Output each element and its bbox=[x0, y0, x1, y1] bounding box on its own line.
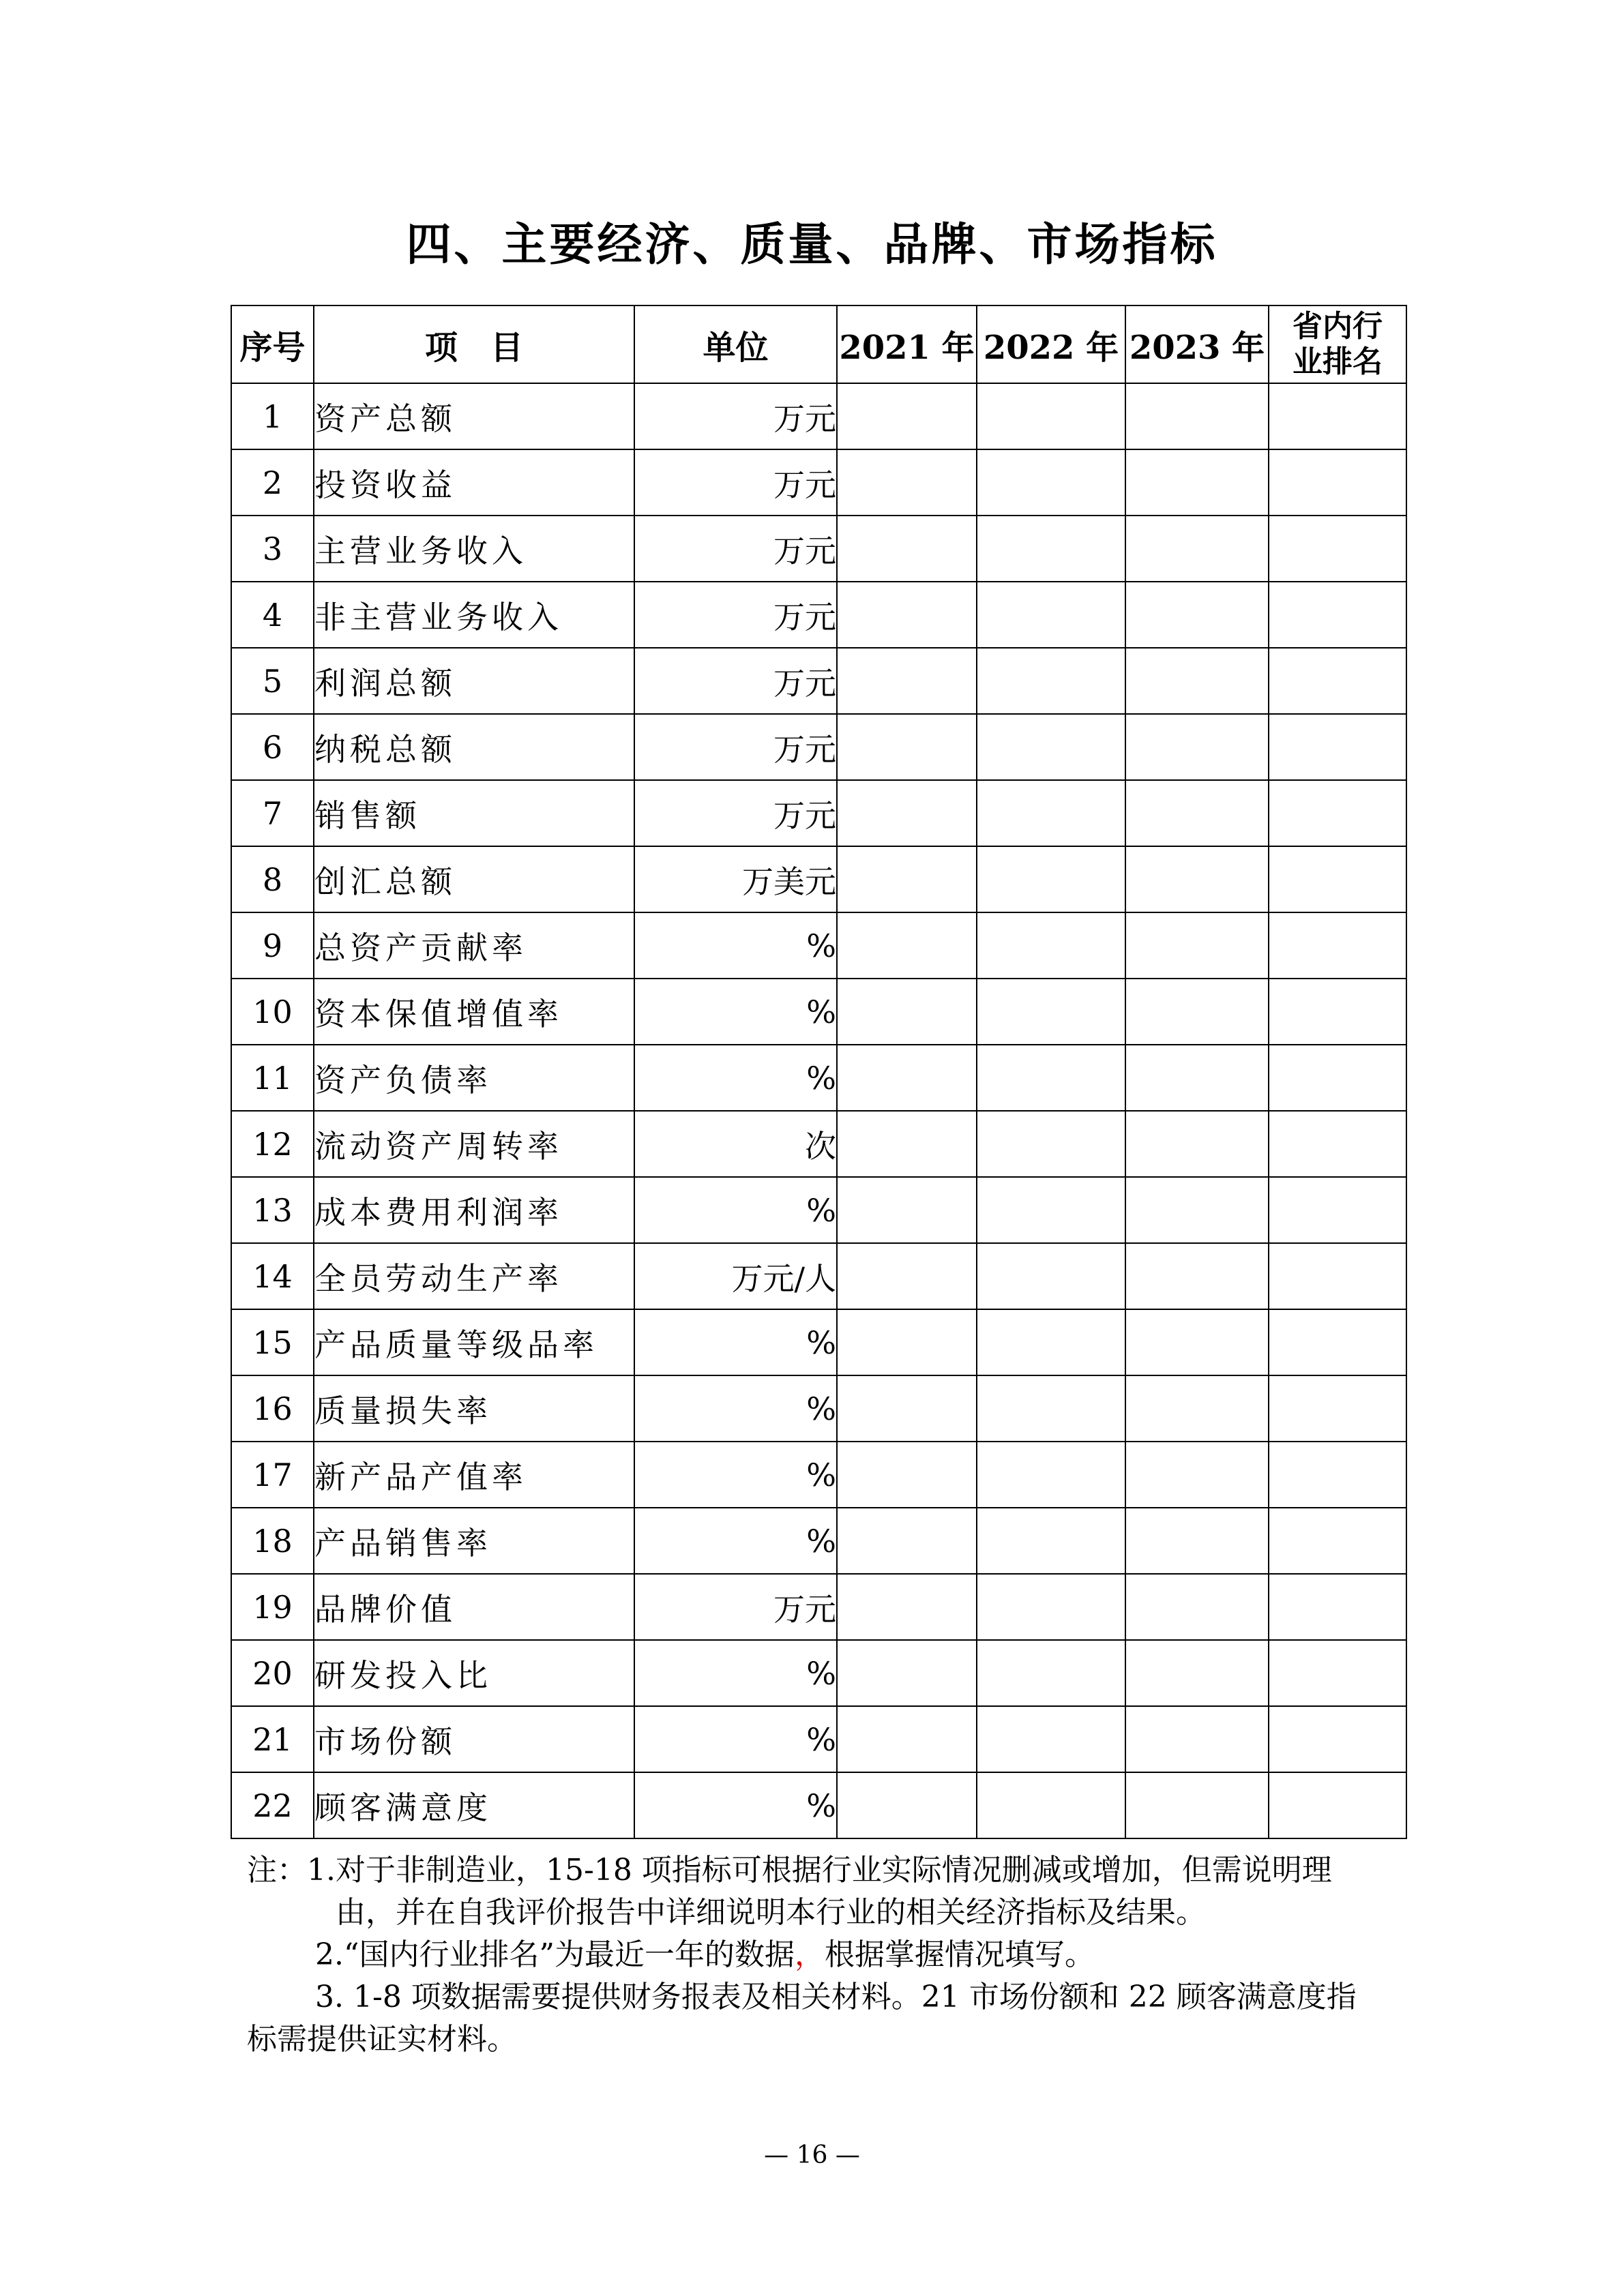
cell-2021[interactable] bbox=[837, 1045, 977, 1111]
cell-provincial-rank[interactable] bbox=[1269, 1640, 1406, 1706]
cell-2021[interactable] bbox=[837, 912, 977, 979]
cell-2021[interactable] bbox=[837, 714, 977, 780]
row-item: 资产总额 bbox=[314, 383, 634, 449]
cell-2023[interactable] bbox=[1125, 1111, 1269, 1177]
row-index: 17 bbox=[231, 1442, 314, 1508]
cell-2022[interactable] bbox=[977, 1772, 1125, 1838]
cell-2023[interactable] bbox=[1125, 1442, 1269, 1508]
row-unit: 万元/人 bbox=[634, 1243, 837, 1309]
cell-provincial-rank[interactable] bbox=[1269, 449, 1406, 516]
cell-2022[interactable] bbox=[977, 912, 1125, 979]
cell-2023[interactable] bbox=[1125, 648, 1269, 714]
cell-provincial-rank[interactable] bbox=[1269, 1375, 1406, 1442]
row-unit: % bbox=[634, 1706, 837, 1772]
row-item: 顾客满意度 bbox=[314, 1772, 634, 1838]
header-rank-line2: 业排名 bbox=[1293, 344, 1383, 379]
cell-2022[interactable] bbox=[977, 1574, 1125, 1640]
note-1-line-1: 注：1.对于非制造业，15-18 项指标可根据行业实际情况删减或增加，但需说明理 bbox=[247, 1853, 1332, 1888]
cell-2023[interactable] bbox=[1125, 1375, 1269, 1442]
table-row bbox=[231, 1772, 1406, 1838]
cell-2022[interactable] bbox=[977, 714, 1125, 780]
cell-2021[interactable] bbox=[837, 1309, 977, 1375]
row-index: 2 bbox=[231, 449, 314, 516]
note-2 bbox=[247, 1934, 1400, 1976]
page-number: — 16 — bbox=[764, 2141, 860, 2169]
row-unit: % bbox=[634, 1640, 837, 1706]
cell-provincial-rank[interactable] bbox=[1269, 582, 1406, 648]
cell-2021[interactable] bbox=[837, 1243, 977, 1309]
cell-2022[interactable] bbox=[977, 1442, 1125, 1508]
page-title: 四、主要经济、质量、品牌、市场指标 bbox=[406, 218, 1218, 271]
table-row bbox=[231, 1111, 1406, 1177]
table-row bbox=[231, 1045, 1406, 1111]
cell-2023[interactable] bbox=[1125, 1640, 1269, 1706]
cell-2023[interactable] bbox=[1125, 449, 1269, 516]
cell-2022[interactable] bbox=[977, 449, 1125, 516]
cell-2023[interactable] bbox=[1125, 1574, 1269, 1640]
cell-provincial-rank[interactable] bbox=[1269, 1111, 1406, 1177]
cell-2023[interactable] bbox=[1125, 1309, 1269, 1375]
row-unit: % bbox=[634, 1045, 837, 1111]
row-item: 产品销售率 bbox=[314, 1508, 634, 1574]
cell-2021[interactable] bbox=[837, 1574, 977, 1640]
cell-2022[interactable] bbox=[977, 780, 1125, 846]
row-index: 7 bbox=[231, 780, 314, 846]
table-row bbox=[231, 516, 1406, 582]
header-index: 序号 bbox=[231, 305, 314, 383]
row-item: 主营业务收入 bbox=[314, 516, 634, 582]
cell-2021[interactable] bbox=[837, 1508, 977, 1574]
row-item: 资本保值增值率 bbox=[314, 979, 634, 1045]
cell-provincial-rank[interactable] bbox=[1269, 1243, 1406, 1309]
row-unit: 万元 bbox=[634, 648, 837, 714]
table-row bbox=[231, 1706, 1406, 1772]
cell-2022[interactable] bbox=[977, 846, 1125, 912]
row-unit: 万元 bbox=[634, 582, 837, 648]
row-unit: 万元 bbox=[634, 1574, 837, 1640]
row-unit: 万元 bbox=[634, 516, 837, 582]
row-index: 19 bbox=[231, 1574, 314, 1640]
cell-2021[interactable] bbox=[837, 1706, 977, 1772]
table-row bbox=[231, 1640, 1406, 1706]
row-item: 纳税总额 bbox=[314, 714, 634, 780]
cell-provincial-rank[interactable] bbox=[1269, 1772, 1406, 1838]
cell-2022[interactable] bbox=[977, 582, 1125, 648]
row-index: 1 bbox=[231, 383, 314, 449]
cell-provincial-rank[interactable] bbox=[1269, 383, 1406, 449]
row-item: 流动资产周转率 bbox=[314, 1111, 634, 1177]
cell-2023[interactable] bbox=[1125, 383, 1269, 449]
table-header-row bbox=[231, 305, 1406, 383]
cell-2022[interactable] bbox=[977, 1706, 1125, 1772]
cell-2023[interactable] bbox=[1125, 846, 1269, 912]
cell-2021[interactable] bbox=[837, 516, 977, 582]
cell-provincial-rank[interactable] bbox=[1269, 1442, 1406, 1508]
cell-provincial-rank[interactable] bbox=[1269, 648, 1406, 714]
row-index: 3 bbox=[231, 516, 314, 582]
header-rank-line1: 省内行 bbox=[1293, 309, 1383, 344]
table-row bbox=[231, 648, 1406, 714]
row-index: 20 bbox=[231, 1640, 314, 1706]
cell-2022[interactable] bbox=[977, 1640, 1125, 1706]
note-2-part-a: 2.“国内行业排名”为最近一年的数据 bbox=[315, 1937, 795, 1972]
row-index: 12 bbox=[231, 1111, 314, 1177]
cell-provincial-rank[interactable] bbox=[1269, 1309, 1406, 1375]
cell-2023[interactable] bbox=[1125, 582, 1269, 648]
cell-provincial-rank[interactable] bbox=[1269, 1508, 1406, 1574]
cell-2021[interactable] bbox=[837, 1442, 977, 1508]
table-row bbox=[231, 979, 1406, 1045]
row-index: 13 bbox=[231, 1177, 314, 1243]
cell-2021[interactable] bbox=[837, 449, 977, 516]
row-unit: 万美元 bbox=[634, 846, 837, 912]
indicator-table bbox=[231, 305, 1407, 1839]
row-unit: 万元 bbox=[634, 449, 837, 516]
row-unit: % bbox=[634, 1772, 837, 1838]
cell-provincial-rank[interactable] bbox=[1269, 979, 1406, 1045]
row-unit: 万元 bbox=[634, 780, 837, 846]
table-row bbox=[231, 1574, 1406, 1640]
table-row bbox=[231, 846, 1406, 912]
cell-provincial-rank[interactable] bbox=[1269, 1045, 1406, 1111]
cell-2021[interactable] bbox=[837, 1111, 977, 1177]
cell-2022[interactable] bbox=[977, 979, 1125, 1045]
cell-2021[interactable] bbox=[837, 1375, 977, 1442]
cell-2023[interactable] bbox=[1125, 714, 1269, 780]
row-item: 销售额 bbox=[314, 780, 634, 846]
cell-2022[interactable] bbox=[977, 1243, 1125, 1309]
cell-2023[interactable] bbox=[1125, 979, 1269, 1045]
header-unit: 单位 bbox=[634, 305, 837, 383]
row-index: 16 bbox=[231, 1375, 314, 1442]
row-index: 22 bbox=[231, 1772, 314, 1838]
table-row bbox=[231, 1177, 1406, 1243]
cell-2021[interactable] bbox=[837, 582, 977, 648]
cell-2021[interactable] bbox=[837, 846, 977, 912]
row-unit: % bbox=[634, 979, 837, 1045]
cell-2023[interactable] bbox=[1125, 1045, 1269, 1111]
row-item: 投资收益 bbox=[314, 449, 634, 516]
row-index: 14 bbox=[231, 1243, 314, 1309]
row-item: 非主营业务收入 bbox=[314, 582, 634, 648]
table-row bbox=[231, 780, 1406, 846]
cell-2023[interactable] bbox=[1125, 516, 1269, 582]
row-item: 研发投入比 bbox=[314, 1640, 634, 1706]
note-2-part-b: 根据掌握情况填写。 bbox=[824, 1937, 1095, 1972]
cell-2021[interactable] bbox=[837, 1640, 977, 1706]
row-item: 利润总额 bbox=[314, 648, 634, 714]
cell-provincial-rank[interactable] bbox=[1269, 516, 1406, 582]
header-2022: 2022 年 bbox=[977, 305, 1125, 383]
table-row bbox=[231, 1442, 1406, 1508]
cell-2022[interactable] bbox=[977, 1309, 1125, 1375]
cell-2021[interactable] bbox=[837, 648, 977, 714]
header-item: 项 目 bbox=[314, 305, 634, 383]
row-item: 市场份额 bbox=[314, 1706, 634, 1772]
row-unit: 万元 bbox=[634, 714, 837, 780]
row-item: 品牌价值 bbox=[314, 1574, 634, 1640]
cell-2021[interactable] bbox=[837, 979, 977, 1045]
row-unit: 万元 bbox=[634, 383, 837, 449]
cell-2023[interactable] bbox=[1125, 1706, 1269, 1772]
cell-2023[interactable] bbox=[1125, 780, 1269, 846]
row-index: 9 bbox=[231, 912, 314, 979]
header-2023: 2023 年 bbox=[1125, 305, 1269, 383]
table-row bbox=[231, 714, 1406, 780]
table-row bbox=[231, 582, 1406, 648]
row-item: 总资产贡献率 bbox=[314, 912, 634, 979]
cell-2023[interactable] bbox=[1125, 1243, 1269, 1309]
row-index: 8 bbox=[231, 846, 314, 912]
table-row bbox=[231, 1508, 1406, 1574]
cell-2021[interactable] bbox=[837, 1772, 977, 1838]
row-unit: % bbox=[634, 912, 837, 979]
row-index: 6 bbox=[231, 714, 314, 780]
cell-2021[interactable] bbox=[837, 1177, 977, 1243]
row-index: 5 bbox=[231, 648, 314, 714]
cell-provincial-rank[interactable] bbox=[1269, 1706, 1406, 1772]
row-unit: % bbox=[634, 1508, 837, 1574]
cell-2022[interactable] bbox=[977, 1508, 1125, 1574]
cell-2022[interactable] bbox=[977, 648, 1125, 714]
row-unit: % bbox=[634, 1442, 837, 1508]
cell-2021[interactable] bbox=[837, 780, 977, 846]
cell-2023[interactable] bbox=[1125, 1177, 1269, 1243]
row-unit: % bbox=[634, 1375, 837, 1442]
row-unit: % bbox=[634, 1177, 837, 1243]
row-unit: 次 bbox=[634, 1111, 837, 1177]
cell-2022[interactable] bbox=[977, 1375, 1125, 1442]
table-row bbox=[231, 1309, 1406, 1375]
note-2-comma: ， bbox=[794, 1937, 825, 1972]
row-item: 创汇总额 bbox=[314, 846, 634, 912]
row-index: 10 bbox=[231, 979, 314, 1045]
cell-provincial-rank[interactable] bbox=[1269, 1574, 1406, 1640]
cell-2022[interactable] bbox=[977, 1045, 1125, 1111]
row-index: 18 bbox=[231, 1508, 314, 1574]
row-item: 全员劳动生产率 bbox=[314, 1243, 634, 1309]
row-index: 15 bbox=[231, 1309, 314, 1375]
table-row bbox=[231, 383, 1406, 449]
cell-provincial-rank[interactable] bbox=[1269, 714, 1406, 780]
cell-2022[interactable] bbox=[977, 1177, 1125, 1243]
row-index: 4 bbox=[231, 582, 314, 648]
note-3-line-1: 3. 1-8 项数据需要提供财务报表及相关材料。21 市场份额和 22 顾客满意度指 bbox=[315, 1980, 1357, 2014]
row-item: 产品质量等级品率 bbox=[314, 1309, 634, 1375]
table-row bbox=[231, 1243, 1406, 1309]
row-index: 11 bbox=[231, 1045, 314, 1111]
cell-2023[interactable] bbox=[1125, 1508, 1269, 1574]
cell-provincial-rank[interactable] bbox=[1269, 1177, 1406, 1243]
row-item: 资产负债率 bbox=[314, 1045, 634, 1111]
cell-provincial-rank[interactable] bbox=[1269, 846, 1406, 912]
cell-provincial-rank[interactable] bbox=[1269, 912, 1406, 979]
note-3-line-2: 标需提供证实材料。 bbox=[247, 2022, 517, 2057]
notes-section bbox=[247, 1849, 1400, 2061]
header-2021: 2021 年 bbox=[837, 305, 977, 383]
cell-2022[interactable] bbox=[977, 383, 1125, 449]
row-unit: % bbox=[634, 1309, 837, 1375]
header-provincial-rank bbox=[1269, 305, 1406, 383]
table-row bbox=[231, 912, 1406, 979]
cell-2023[interactable] bbox=[1125, 1772, 1269, 1838]
cell-2021[interactable] bbox=[837, 383, 977, 449]
note-1-line-2: 由，并在自我评价报告中详细说明本行业的相关经济指标及结果。 bbox=[336, 1895, 1206, 1930]
row-item: 质量损失率 bbox=[314, 1375, 634, 1442]
table-row bbox=[231, 449, 1406, 516]
cell-2022[interactable] bbox=[977, 1111, 1125, 1177]
cell-provincial-rank[interactable] bbox=[1269, 780, 1406, 846]
cell-2023[interactable] bbox=[1125, 912, 1269, 979]
row-item: 成本费用利润率 bbox=[314, 1177, 634, 1243]
cell-2022[interactable] bbox=[977, 516, 1125, 582]
row-index: 21 bbox=[231, 1706, 314, 1772]
table-row bbox=[231, 1375, 1406, 1442]
row-item: 新产品产值率 bbox=[314, 1442, 634, 1508]
